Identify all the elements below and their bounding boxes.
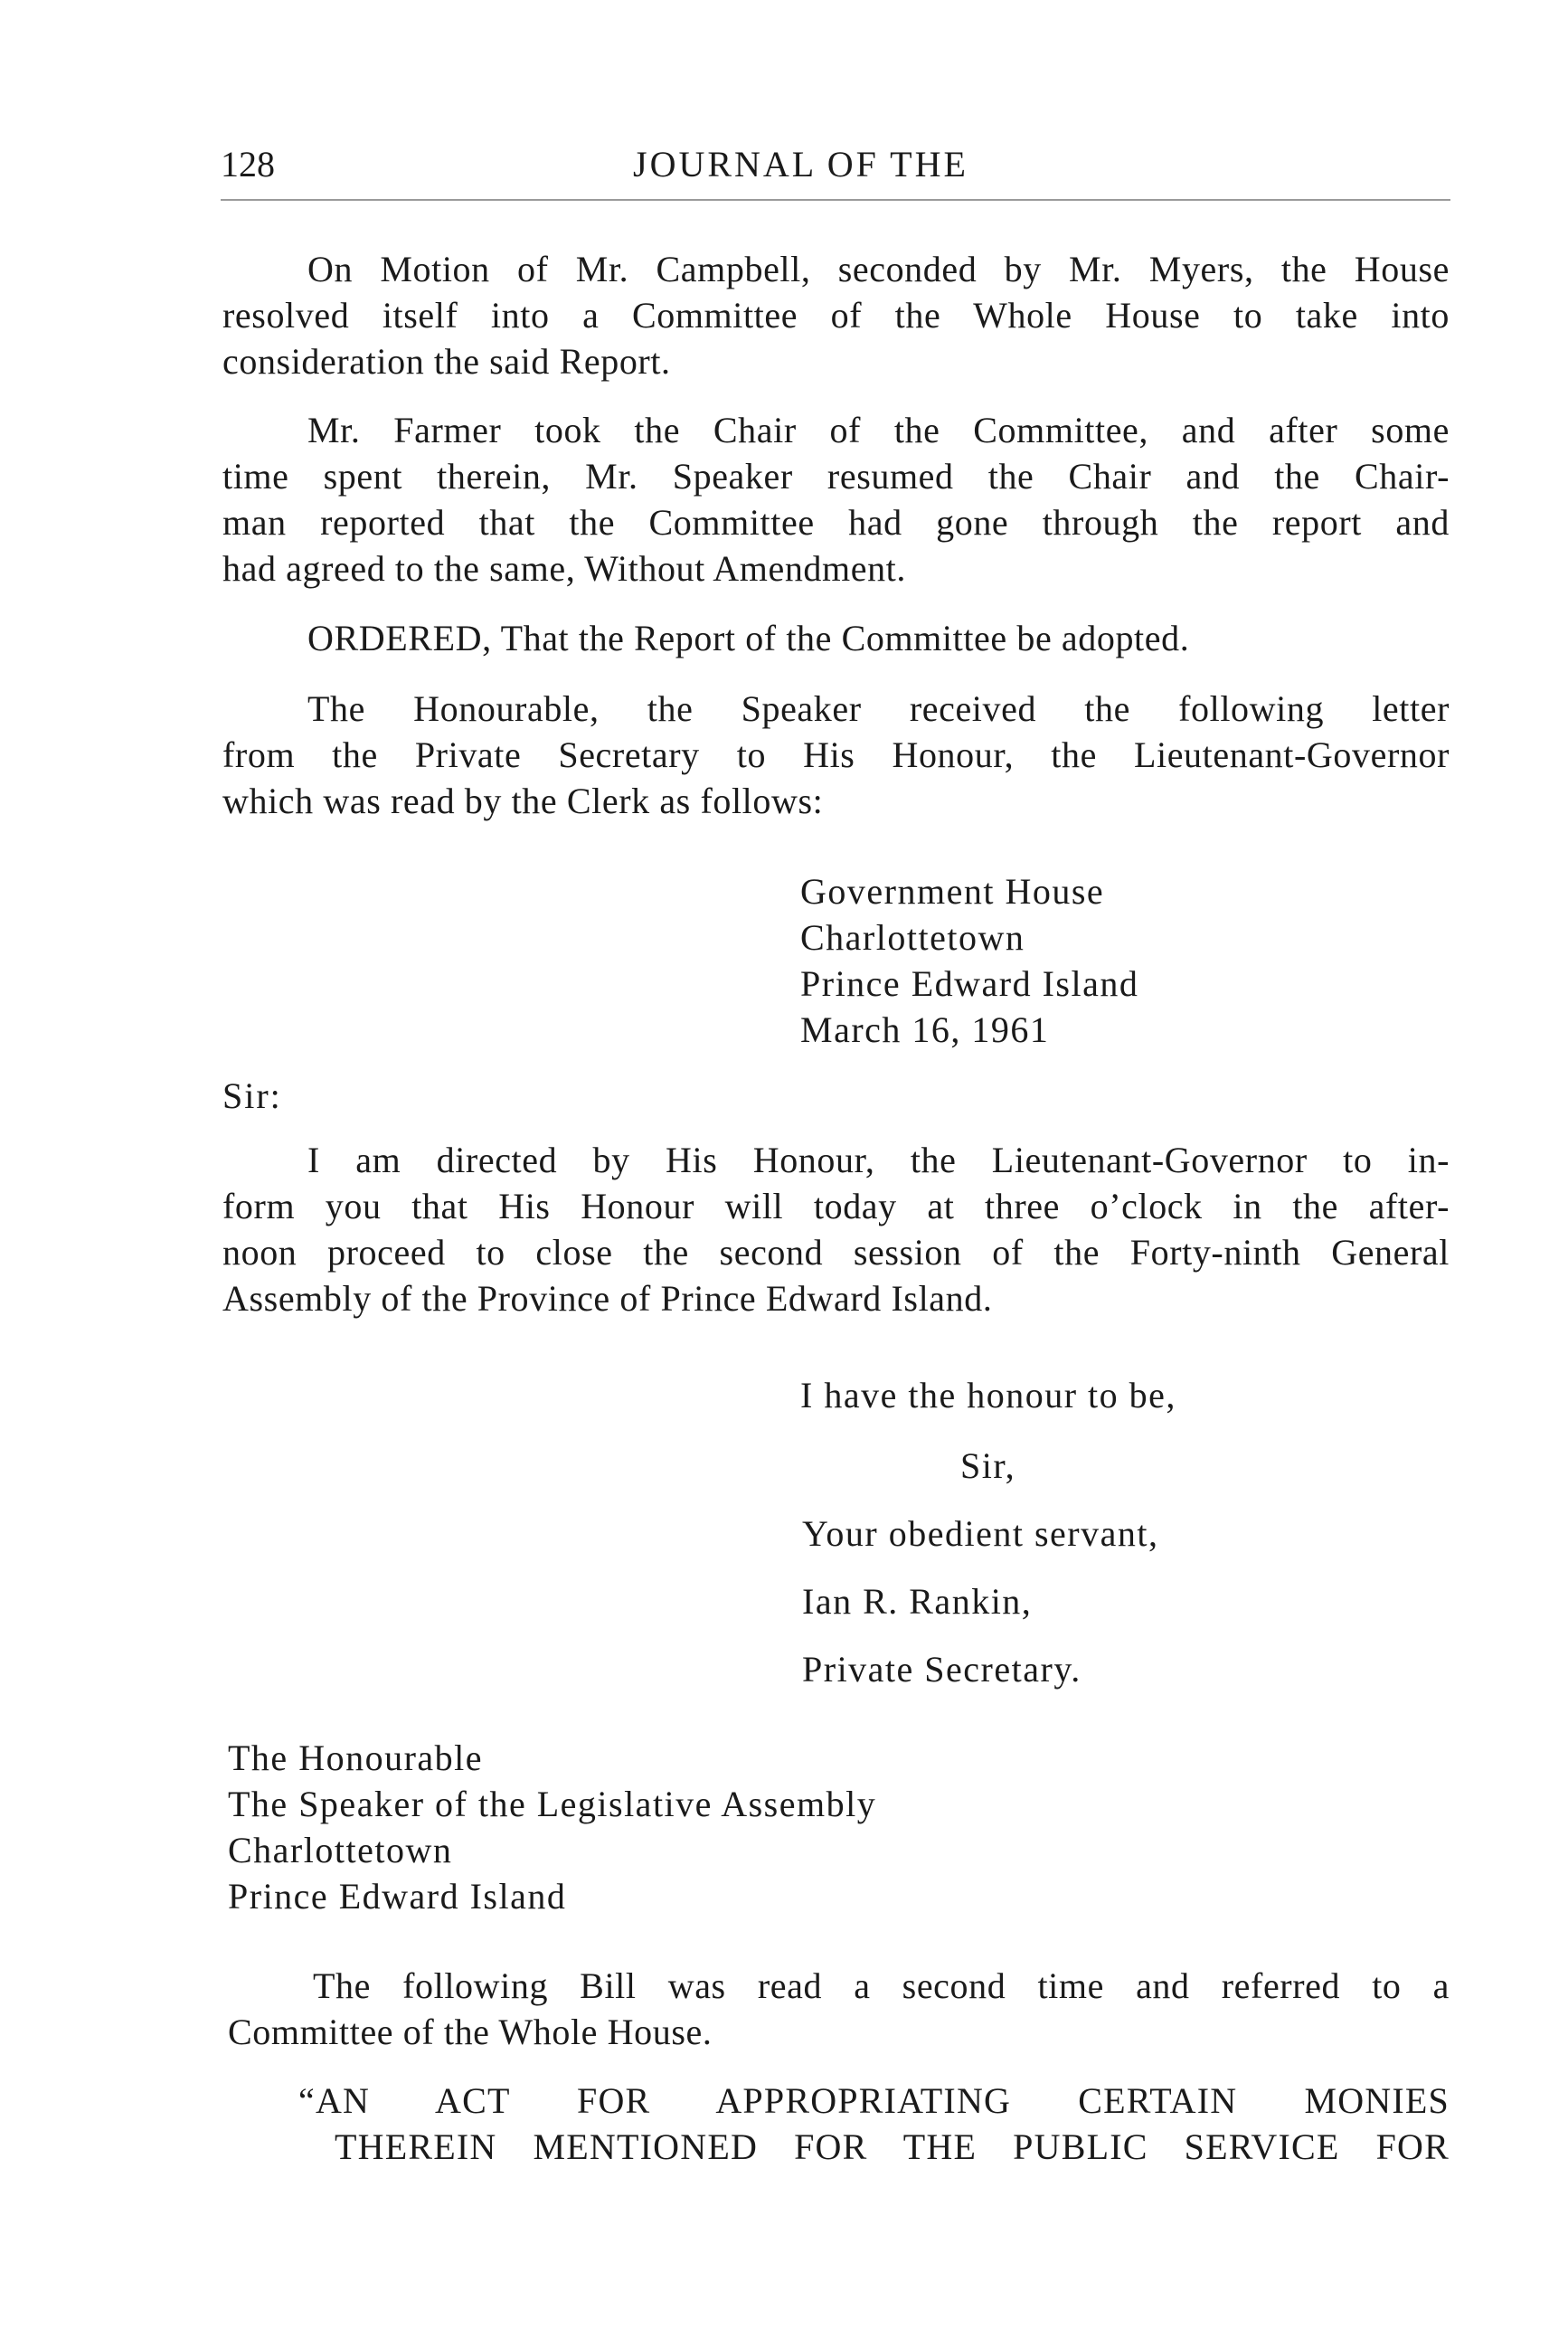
recipient-line: Charlottetown: [228, 1830, 453, 1870]
address-line: Charlottetown: [800, 917, 1025, 958]
letter-body-line: I am directed by His Honour, the Lieutenant-Governor to in-: [307, 1140, 1450, 1180]
letter-intro-line: which was read by the Clerk as follows:: [222, 781, 824, 821]
bill-intro-line: The following Bill was read a second time and referred to a: [313, 1965, 1450, 2006]
address-line: Government House: [800, 871, 1105, 912]
header-rule: [221, 199, 1450, 201]
letter-body-line: form you that His Honour will today at three o’clock in the after-: [222, 1186, 1450, 1226]
bill-title-line: THEREIN MENTIONED FOR THE PUBLIC SERVICE FOR: [335, 2126, 1450, 2167]
bill-intro-line: Committee of the Whole House.: [228, 2012, 713, 2052]
recipient-line: The Speaker of the Legislative Assembly: [228, 1784, 877, 1824]
chair-line: man reported that the Committee had gone through the report and: [222, 502, 1450, 543]
letter-intro-line: from the Private Secretary to His Honour, the Lieutenant-Governor: [222, 734, 1450, 775]
letter-body-line: Assembly of the Province of Prince Edward Island.: [222, 1278, 993, 1319]
chair-line: time spent therein, Mr. Speaker resumed the Chair and the Chair-: [222, 456, 1450, 497]
closing-servant: Your obedient servant,: [802, 1513, 1159, 1554]
letter-address: [800, 868, 1138, 1053]
running-title: JOURNAL OF THE: [633, 144, 968, 185]
letter-salutation: Sir:: [222, 1075, 282, 1116]
recipient-line: Prince Edward Island: [228, 1876, 567, 1917]
chair-paragraph: [222, 407, 1450, 592]
bill-intro-paragraph: [228, 1963, 1450, 2055]
letter-date: March 16, 1961: [800, 1009, 1050, 1050]
signature-name: Ian R. Rankin,: [802, 1581, 1033, 1622]
bill-title-line: “AN ACT FOR APPROPRIATING CERTAIN MONIES: [298, 2080, 1450, 2121]
page-number: 128: [221, 144, 275, 185]
closing-line: I have the honour to be,: [800, 1375, 1176, 1415]
recipient-line: The Honourable: [228, 1737, 484, 1778]
letter-intro-line: The Honourable, the Speaker received the following letter: [307, 688, 1450, 729]
chair-line: had agreed to the same, Without Amendment.: [222, 548, 907, 589]
address-line: Prince Edward Island: [800, 963, 1139, 1004]
letter-body: [222, 1137, 1450, 1321]
motion-line: On Motion of Mr. Campbell, seconded by Mr. Myers, the House: [307, 249, 1450, 289]
motion-paragraph: [222, 246, 1450, 384]
chair-line: Mr. Farmer took the Chair of the Committee, and after some: [307, 410, 1450, 450]
letter-recipient: [228, 1735, 876, 1919]
motion-line: consideration the said Report.: [222, 341, 671, 382]
bill-title: [298, 2078, 1450, 2170]
letter-intro-paragraph: [222, 686, 1450, 824]
letter-body-line: noon proceed to close the second session of the Forty-ninth General: [222, 1232, 1450, 1273]
motion-line: resolved itself into a Committee of the Whole House to take into: [222, 295, 1450, 336]
closing-sir: Sir,: [960, 1445, 1016, 1486]
ordered-line: ORDERED, That the Report of the Committee be adopted.: [307, 618, 1190, 658]
signature-title: Private Secretary.: [802, 1649, 1082, 1690]
